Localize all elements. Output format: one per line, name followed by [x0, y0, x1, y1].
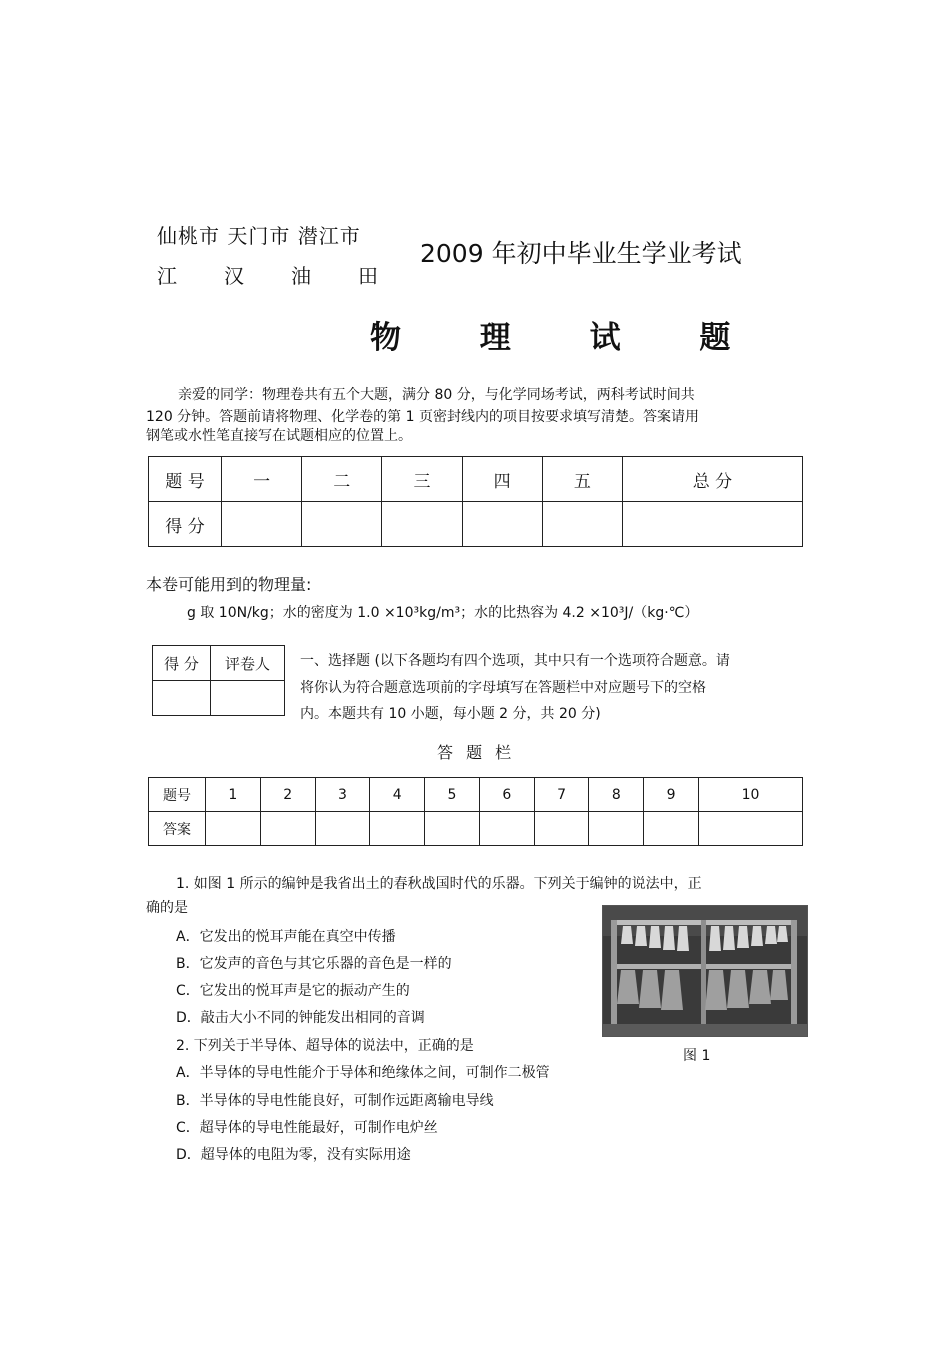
- grader-header-cell: 得 分: [153, 646, 211, 681]
- score-cell[interactable]: [302, 502, 382, 547]
- score-header-cell: 四: [462, 457, 542, 502]
- answer-number-cell: 10: [699, 778, 803, 812]
- answer-row-label: 答案: [149, 812, 206, 846]
- region-char: 江: [157, 264, 178, 288]
- score-header-cell: 三: [382, 457, 462, 502]
- region-line-2: [157, 260, 379, 289]
- question-2-option-a: A．半导体的导电性能介于导体和绝缘体之间，可制作二极管: [176, 1065, 550, 1081]
- grader-header-cell: 评卷人: [211, 646, 285, 681]
- region-char: 汉: [224, 264, 245, 288]
- answer-number-cell: 3: [315, 778, 370, 812]
- bianzhong-photo: [602, 905, 808, 1037]
- score-header-cell: 五: [542, 457, 622, 502]
- question-1-option-d: D．敲击大小不同的钟能发出相同的音调: [176, 1010, 425, 1026]
- question-1-stem-line-1: 1. 如图 1 所示的编钟是我省出土的春秋战国时代的乐器。下列关于编钟的说法中，正: [176, 876, 702, 892]
- answer-number-cell: 7: [534, 778, 589, 812]
- bianzhong-illustration: [603, 906, 807, 1036]
- answer-cell[interactable]: [644, 812, 699, 846]
- answer-cell[interactable]: [315, 812, 370, 846]
- question-1-option-c: C．它发出的悦耳声是它的振动产生的: [176, 983, 410, 999]
- answer-table-title: 答 题 栏: [437, 743, 516, 762]
- grader-table: [152, 645, 285, 716]
- answer-number-cell: 1: [206, 778, 261, 812]
- intro-line-1: 亲爱的同学：物理卷共有五个大题，满分 80 分，与化学同场考试，两科考试时间共: [178, 387, 695, 403]
- section1-line-3: 内。本题共有 10 小题，每小题 2 分，共 20 分): [300, 706, 601, 722]
- answer-cell[interactable]: [425, 812, 480, 846]
- grader-name-cell[interactable]: [211, 681, 285, 716]
- exam-title: 2009 年初中毕业生学业考试: [420, 239, 742, 268]
- question-2-option-c: C．超导体的导电性能最好，可制作电炉丝: [176, 1120, 438, 1136]
- subject-title: 物 理 试 题: [370, 320, 765, 356]
- score-header-cell: 二: [302, 457, 382, 502]
- score-header-cell: 一: [222, 457, 302, 502]
- section1-line-2: 将你认为符合题意选项前的字母填写在答题栏中对应题号下的空格: [300, 680, 706, 696]
- intro-line-3: 钢笔或水性笔直接写在试题相应的位置上。: [146, 428, 412, 444]
- answer-cell[interactable]: [534, 812, 589, 846]
- score-table: [148, 456, 803, 547]
- answer-number-cell: 2: [260, 778, 315, 812]
- question-1-option-b: B．它发声的音色与其它乐器的音色是一样的: [176, 956, 452, 972]
- section1-line-1: 一、选择题 (以下各题均有四个选项，其中只有一个选项符合题意。请: [300, 653, 730, 669]
- answer-number-cell: 9: [644, 778, 699, 812]
- answer-cell[interactable]: [370, 812, 425, 846]
- answer-number-cell: 4: [370, 778, 425, 812]
- score-cell[interactable]: [222, 502, 302, 547]
- score-cell[interactable]: [462, 502, 542, 547]
- question-1-stem-line-2: 确的是: [146, 900, 188, 916]
- score-header-cell: 题 号: [149, 457, 222, 502]
- answer-input-row: [149, 812, 803, 846]
- grader-score-cell[interactable]: [153, 681, 211, 716]
- score-header-row: [149, 457, 803, 502]
- answer-cell[interactable]: [699, 812, 803, 846]
- answer-number-cell: 8: [589, 778, 644, 812]
- answer-row-label: 题号: [149, 778, 206, 812]
- score-cell[interactable]: [382, 502, 462, 547]
- answer-cell[interactable]: [479, 812, 534, 846]
- figure-1-caption: 图 1: [683, 1048, 711, 1064]
- score-cell[interactable]: [622, 502, 802, 547]
- grader-header-row: [153, 646, 285, 681]
- question-2-option-d: D．超导体的电阻为零，没有实际用途: [176, 1147, 411, 1163]
- region-char: 油: [291, 264, 312, 288]
- grader-row: [153, 681, 285, 716]
- answer-number-row: [149, 778, 803, 812]
- question-2-stem: 2. 下列关于半导体、超导体的说法中，正确的是: [176, 1038, 474, 1054]
- answer-table: [148, 777, 803, 846]
- answer-cell[interactable]: [589, 812, 644, 846]
- intro-line-2: 120 分钟。答题前请将物理、化学卷的第 1 页密封线内的项目按要求填写清楚。答案请用: [146, 409, 699, 425]
- region-char: 田: [358, 264, 379, 288]
- score-cell[interactable]: [542, 502, 622, 547]
- constants-text: g 取 10N/kg；水的密度为 1.0 ×10³kg/m³；水的比热容为 4.2 ×10³J/（kg·℃）: [187, 605, 699, 621]
- score-header-cell: 总 分: [622, 457, 802, 502]
- question-2-option-b: B．半导体的导电性能良好，可制作远距离输电导线: [176, 1093, 494, 1109]
- constants-heading: 本卷可能用到的物理量:: [146, 575, 312, 594]
- answer-cell[interactable]: [260, 812, 315, 846]
- region-line-1: 仙桃市 天门市 潜江市: [157, 224, 361, 248]
- score-row: [149, 502, 803, 547]
- answer-cell[interactable]: [206, 812, 261, 846]
- answer-number-cell: 6: [479, 778, 534, 812]
- answer-number-cell: 5: [425, 778, 480, 812]
- question-1-option-a: A．它发出的悦耳声能在真空中传播: [176, 929, 396, 945]
- score-row-label: 得 分: [149, 502, 222, 547]
